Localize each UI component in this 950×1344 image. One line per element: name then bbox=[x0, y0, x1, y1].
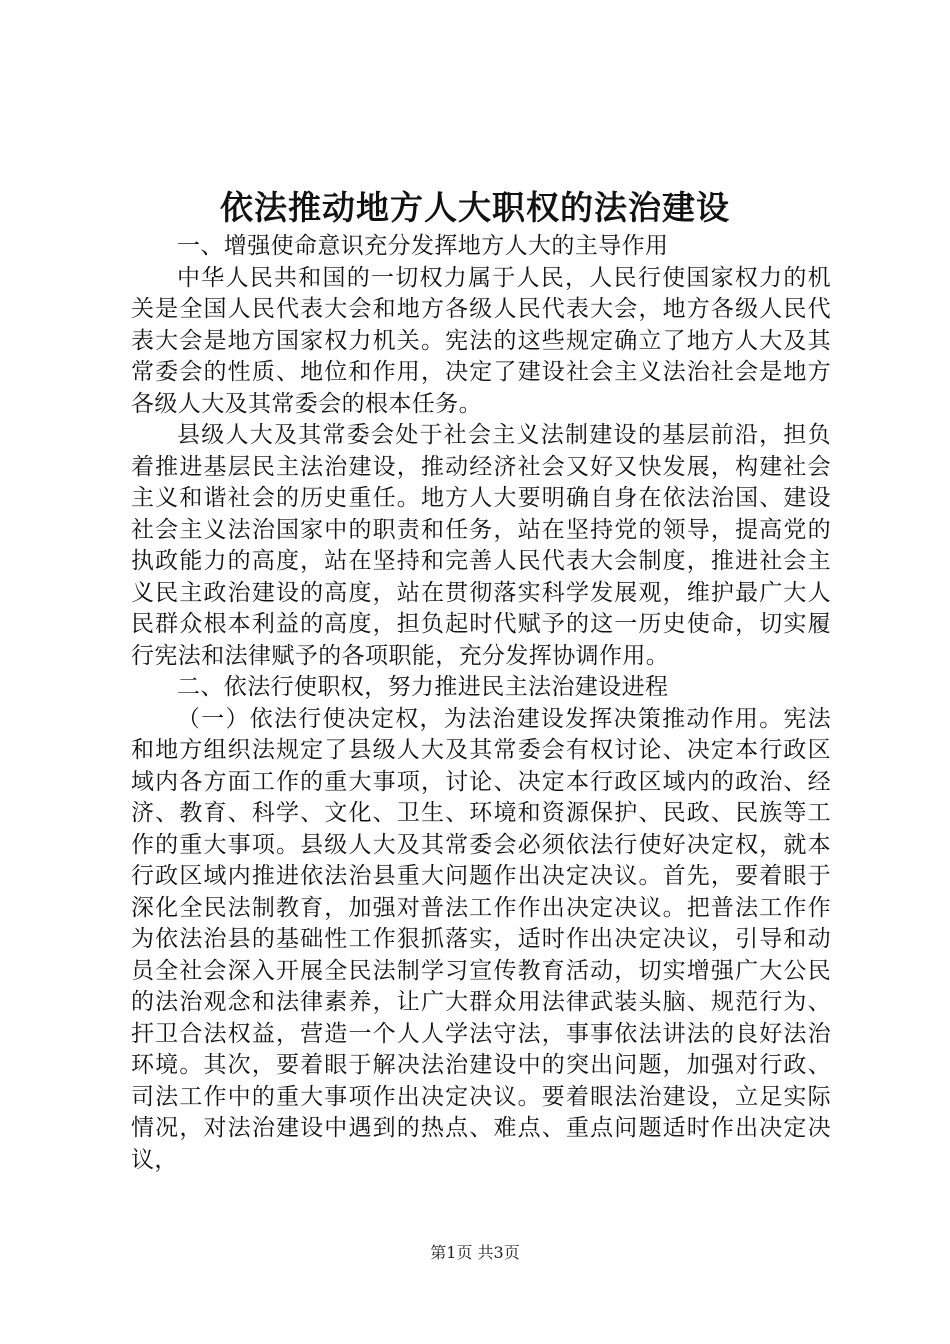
page-footer: 第1页 共3页 bbox=[430, 1243, 520, 1262]
section-heading-2: 二、依法行使职权，努力推进民主法治建设进程 bbox=[177, 674, 669, 700]
body-paragraph-1: 中华人民共和国的一切权力属于人民，人民行使国家权力的机关是全国人民代表大会和地方各级人民代表大会，地方各级人民代表大会是地方国家权力机关。宪法的这些规定确立了地方人大及其常委会的性质、地位和作用，决定了建设社会主义法治社会是地方各级人大及其常委会的根本任务。 bbox=[131, 264, 831, 417]
document-title: 依法推动地方人大职权的法治建设 bbox=[220, 188, 730, 227]
body-paragraph-3: （一）依法行使决定权，为法治建设发挥决策推动作用。宪法和地方组织法规定了县级人大及其常委会有权讨论、决定本行政区域内各方面工作的重大事项，讨论、决定本行政区域内的政治、经济、教育、科学、文化、卫生、环境和资源保护、民政、民族等工作的重大事项。县级人大及其常委会必须依法行使好决定权，就本行政区域内推进依法治县重大问题作出决定决议。首先，要着眼于深化全民法制教育，加强对普法工作作出决定决议。把普法工作作为依法治县的基础性工作狠抓落实，适时作出决定决议，引导和动员全社会深入开展全民法制学习宣传教育活动，切实增强广大公民的法治观念和法律素养，让广大群众用法律武装头脑、规范行为、扞卫合法权益，营造一个人人学法守法，事事依法讲法的良好法治环境。其次，要着眼于解决法治建设中的突出问题，加强对行政、司法工作中的重大事项作出决定决议。要着眼法治建设，立足实际情况，对法治建设中遇到的热点、难点、重点问题适时作出决定决议， bbox=[131, 705, 831, 1173]
section-heading-1: 一、增强使命意识充分发挥地方人大的主导作用 bbox=[177, 233, 669, 259]
document-body bbox=[131, 231, 831, 1176]
body-paragraph-2: 县级人大及其常委会处于社会主义法制建设的基层前沿，担负着推进基层民主法治建设，推动经济社会又好又快发展，构建社会主义和谐社会的历史重任。地方人大要明确自身在依法治国、建设社会主义法治国家中的职责和任务，站在坚持党的领导，提高党的执政能力的高度，站在坚持和完善人民代表大会制度，推进社会主义民主政治建设的高度，站在贯彻落实科学发展观，维护最广大人民群众根本利益的高度，担负起时代赋予的这一历史使命，切实履行宪法和法律赋予的各项职能，充分发挥协调作用。 bbox=[131, 422, 831, 669]
